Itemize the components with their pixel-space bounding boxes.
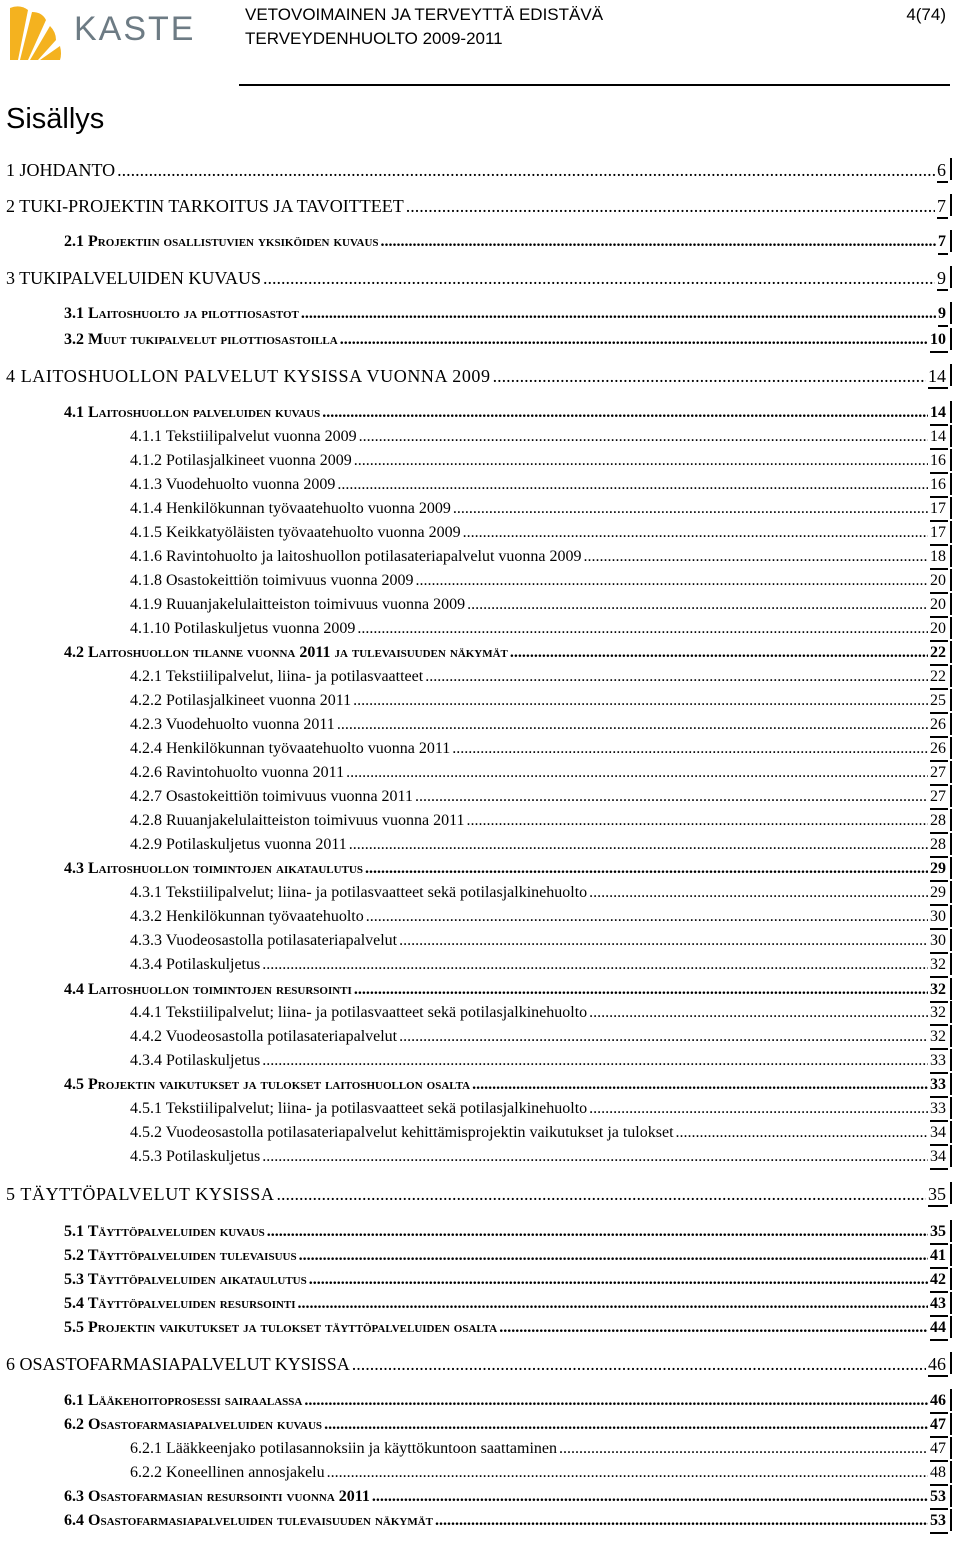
- toc-entry-label: 3 TUKIPALVELUIDEN KUVAUS: [6, 268, 262, 288]
- dot-leader: [337, 715, 928, 735]
- toc-entry-label: 4.3.2 Henkilökunnan työvaatehuolto: [130, 908, 364, 925]
- toc-entry[interactable]: [0, 160, 960, 180]
- toc-entry-page: 14: [930, 428, 946, 445]
- toc-entry[interactable]: [0, 1270, 960, 1290]
- toc-entry-label: 4.4 Laitoshuollon toimintojen resursointi: [64, 981, 352, 998]
- change-bar: [950, 1025, 952, 1047]
- toc-entry[interactable]: [0, 1222, 960, 1242]
- dot-leader: [263, 268, 935, 288]
- toc-entry-page: 6: [937, 160, 946, 180]
- dot-leader: [354, 980, 928, 1000]
- change-bar: [950, 713, 952, 735]
- change-bar: [950, 545, 952, 567]
- toc-entry-label: 4.2.3 Vuodehuolto vuonna 2011: [130, 716, 335, 733]
- change-bar: [950, 1073, 952, 1095]
- toc-entry-page: 35: [930, 1223, 946, 1240]
- toc-entry-label: 4.5.3 Potilaskuljetus: [130, 1148, 261, 1165]
- toc-entry-page: 47: [930, 1440, 946, 1457]
- toc-entry-page: 35: [928, 1184, 946, 1204]
- dot-leader: [267, 1222, 928, 1242]
- change-bar: [950, 158, 952, 180]
- toc-entry-label: 4.4.2 Vuodeosastolla potilasateriapalvelut: [130, 1028, 398, 1045]
- toc-entry-page: 43: [930, 1295, 946, 1312]
- toc-entry[interactable]: [0, 1439, 960, 1459]
- toc-entry-page: 25: [930, 692, 946, 709]
- toc-entry-label: 4.2.7 Osastokeittiön toimivuus vuonna 2011: [130, 788, 413, 805]
- toc-entry-label: 4.3.4 Potilaskuljetus: [130, 956, 261, 973]
- change-bar: [950, 497, 952, 519]
- toc-entry[interactable]: [0, 859, 960, 879]
- change-bar: [950, 1182, 952, 1204]
- toc-entry-label: 2 TUKI-PROJEKTIN TARKOITUS JA TAVOITTEET: [6, 196, 404, 216]
- toc-entry[interactable]: [0, 403, 960, 423]
- dot-leader: [435, 1511, 928, 1531]
- dot-leader: [357, 619, 928, 639]
- toc-entry-label: 4.1.2 Potilasjalkineet vuonna 2009: [130, 452, 352, 469]
- toc-entry-label: 2.1 Projektiin osallistuvien yksiköiden kuvaus: [64, 233, 379, 250]
- toc-entry-label: 1 JOHDANTO: [6, 160, 116, 180]
- toc-entry-page: 42: [930, 1271, 946, 1288]
- dot-leader: [493, 366, 926, 386]
- toc-entry-label: 4.2.2 Potilasjalkineet vuonna 2011: [130, 692, 352, 709]
- toc-entry-label: 4.1.8 Osastokeittiön toimivuus vuonna 2009: [130, 572, 414, 589]
- toc-entry-label: 4.3.1 Tekstiilipalvelut; liina- ja potilasvaatteet sekä potilasjalkinehuolto: [130, 884, 588, 901]
- toc-entry[interactable]: [0, 763, 960, 783]
- toc-entry-label: 6.1 Lääkehoitoprosessi sairaalassa: [64, 1392, 303, 1409]
- dot-leader: [327, 1463, 928, 1483]
- toc-entry-page: 53: [930, 1512, 946, 1529]
- dot-leader: [416, 571, 928, 591]
- toc-entry[interactable]: [0, 835, 960, 855]
- toc-entry[interactable]: [0, 811, 960, 831]
- toc-entry[interactable]: [0, 1463, 960, 1483]
- change-bar: [950, 473, 952, 495]
- toc-entry-page: 44: [930, 1319, 946, 1336]
- change-bar: [950, 328, 952, 350]
- dot-leader: [349, 835, 928, 855]
- toc-entry[interactable]: [0, 619, 960, 639]
- toc-entry[interactable]: [0, 366, 960, 386]
- change-bar: [950, 809, 952, 831]
- change-bar: [950, 1461, 952, 1483]
- change-bar: [950, 881, 952, 903]
- toc-entry[interactable]: [0, 931, 960, 951]
- change-bar: [950, 364, 952, 386]
- toc-entry[interactable]: [0, 787, 960, 807]
- dot-leader: [453, 499, 928, 519]
- toc-entry-page: 30: [930, 932, 946, 949]
- toc-entry-page: 32: [930, 1028, 946, 1045]
- dot-leader: [415, 787, 928, 807]
- toc-entry-label: 6.4 Osastofarmasiapalveluiden tulevaisuuden näkymät: [64, 1512, 434, 1529]
- toc-entry-page: 28: [930, 812, 946, 829]
- toc-entry-label: 4.1.10 Potilaskuljetus vuonna 2009: [130, 620, 356, 637]
- toc-entry-label: 4.2.8 Ruuanjakelulaitteiston toimivuus vuonna 2011: [130, 812, 465, 829]
- toc-entry-page: 14: [928, 366, 946, 386]
- toc-entry-page: 34: [930, 1148, 946, 1165]
- dot-leader: [262, 1147, 928, 1167]
- page-number: 4(74): [906, 5, 946, 24]
- toc-entry-label: 5.4 Täyttöpalveluiden resursointi: [64, 1295, 296, 1312]
- change-bar: [950, 230, 952, 252]
- toc-entry-label: 4.2.9 Potilaskuljetus vuonna 2011: [130, 836, 347, 853]
- change-bar: [950, 1316, 952, 1338]
- toc-entry[interactable]: [0, 499, 960, 519]
- change-bar: [950, 641, 952, 663]
- dot-leader: [352, 1354, 926, 1374]
- change-bar: [950, 1413, 952, 1435]
- toc-entry[interactable]: [0, 980, 960, 1000]
- toc-entry-label: 6.2 Osastofarmasiapalveluiden kuvaus: [64, 1416, 323, 1433]
- toc-entry-page: 10: [930, 331, 946, 348]
- change-bar: [950, 194, 952, 216]
- toc-entry-label: 4 LAITOSHUOLLON PALVELUT KYSISSA VUONNA 2009: [6, 366, 491, 386]
- toc-entry[interactable]: [0, 1318, 960, 1338]
- toc-entry-page: 33: [930, 1100, 946, 1117]
- change-bar: [950, 1437, 952, 1459]
- dot-leader: [353, 691, 928, 711]
- change-bar: [950, 521, 952, 543]
- change-bar: [950, 1001, 952, 1023]
- toc-entry[interactable]: [0, 1415, 960, 1435]
- dot-leader: [322, 403, 928, 423]
- dot-leader: [381, 232, 936, 252]
- toc-entry-page: 7: [938, 233, 946, 250]
- toc-entry[interactable]: [0, 475, 960, 495]
- change-bar: [950, 593, 952, 615]
- toc-entry-label: 4.2.1 Tekstiilipalvelut, liina- ja potilasvaatteet: [130, 668, 424, 685]
- toc-entry[interactable]: [0, 547, 960, 567]
- toc-entry-page: 33: [930, 1052, 946, 1069]
- toc-entry-label: 5.1 Täyttöpalveluiden kuvaus: [64, 1223, 265, 1240]
- toc-entry-label: 4.1.5 Keikkatyöläisten työvaatehuolto vuonna 2009: [130, 524, 461, 541]
- toc-entry-page: 16: [930, 476, 946, 493]
- change-bar: [950, 665, 952, 687]
- toc-entry-page: 30: [930, 908, 946, 925]
- change-bar: [950, 1509, 952, 1531]
- toc-entry-label: 6 OSASTOFARMASIAPALVELUT KYSISSA: [6, 1354, 350, 1374]
- toc-entry[interactable]: [0, 1123, 960, 1143]
- toc-entry[interactable]: [0, 715, 960, 735]
- dot-leader: [337, 475, 928, 495]
- toc-entry-label: 4.1.4 Henkilökunnan työvaatehuolto vuonna 2009: [130, 500, 451, 517]
- toc-entry-label: 3.2 Muut tukipalvelut pilottiosastoilla: [64, 331, 338, 348]
- toc-entry-page: 14: [930, 404, 946, 421]
- toc-entry-label: 6.2.2 Koneellinen annosjakelu: [130, 1464, 325, 1481]
- toc-entry-label: 4.3.4 Potilaskuljetus: [130, 1052, 261, 1069]
- change-bar: [950, 978, 952, 1000]
- change-bar: [950, 1352, 952, 1374]
- toc-entry-page: 9: [938, 305, 946, 322]
- toc-entry-page: 33: [930, 1076, 946, 1093]
- toc-entry-label: 3.1 Laitoshuolto ja pilottiosastot: [64, 305, 299, 322]
- dot-leader: [399, 931, 928, 951]
- toc-entry-page: 46: [928, 1354, 946, 1374]
- toc-entry[interactable]: [0, 691, 960, 711]
- toc-entry-label: 5.5 Projektin vaikutukset ja tulokset täyttöpalveluiden osalta: [64, 1319, 498, 1336]
- change-bar: [950, 1485, 952, 1507]
- dot-leader: [472, 1075, 928, 1095]
- dot-leader: [262, 1051, 928, 1071]
- toc-entry-page: 47: [930, 1416, 946, 1433]
- toc-entry[interactable]: [0, 304, 960, 324]
- change-bar: [950, 761, 952, 783]
- toc-entry-page: 16: [930, 452, 946, 469]
- toc-entry-label: 4.1 Laitoshuollon palveluiden kuvaus: [64, 404, 321, 421]
- toc-entry-page: 9: [937, 268, 946, 288]
- toc-entry-label: 4.2.6 Ravintohuolto vuonna 2011: [130, 764, 345, 781]
- toc-entry-label: 4.2.4 Henkilökunnan työvaatehuolto vuonna 2011: [130, 740, 451, 757]
- change-bar: [950, 302, 952, 324]
- dot-leader: [365, 859, 928, 879]
- toc-entry-page: 29: [930, 884, 946, 901]
- toc-entry-page: 27: [930, 764, 946, 781]
- dot-leader: [589, 883, 928, 903]
- dot-leader: [406, 196, 935, 216]
- toc-entry-page: 26: [930, 716, 946, 733]
- dot-leader: [452, 739, 928, 759]
- toc-entry[interactable]: [0, 667, 960, 687]
- dot-leader: [298, 1294, 928, 1314]
- dot-leader: [262, 955, 928, 975]
- dot-leader: [589, 1099, 928, 1119]
- toc-entry[interactable]: [0, 739, 960, 759]
- dot-leader: [499, 1318, 928, 1338]
- toc-entry-label: 4.5 Projektin vaikutukset ja tulokset laitoshuollon osalta: [64, 1076, 471, 1093]
- toc-entry[interactable]: [0, 907, 960, 927]
- toc-entry-page: 48: [930, 1464, 946, 1481]
- toc-entry-label: 4.1.9 Ruuanjakelulaitteiston toimivuus vuonna 2009: [130, 596, 466, 613]
- toc-entry-page: 27: [930, 788, 946, 805]
- toc-entry-page: 20: [930, 572, 946, 589]
- toc-entry-label: 4.1.3 Vuodehuolto vuonna 2009: [130, 476, 336, 493]
- toc-entry[interactable]: [0, 232, 960, 252]
- toc-entry-label: 4.3.3 Vuodeosastolla potilasateriapalvelut: [130, 932, 398, 949]
- toc-entry[interactable]: [0, 330, 960, 350]
- change-bar: [950, 953, 952, 975]
- toc-entry[interactable]: [0, 1354, 960, 1374]
- toc-entry-page: 32: [930, 956, 946, 973]
- toc-entry[interactable]: [0, 1027, 960, 1047]
- dot-leader: [466, 811, 928, 831]
- change-bar: [950, 266, 952, 288]
- toc-entry-label: 4.3 Laitoshuollon toimintojen aikataulutus: [64, 860, 363, 877]
- dot-leader: [589, 1003, 928, 1023]
- toc-entry-label: 5 TÄYTTÖPALVELUT KYSISSA: [6, 1184, 275, 1204]
- change-bar: [950, 569, 952, 591]
- change-bar: [950, 1145, 952, 1167]
- toc-entry-label: 4.4.1 Tekstiilipalvelut; liina- ja potilasvaatteet sekä potilasjalkinehuolto: [130, 1004, 588, 1021]
- toc-entry-label: 4.5.2 Vuodeosastolla potilasateriapalvelut kehittämisprojektin vaikutukset ja tulokset: [130, 1124, 674, 1141]
- change-bar: [950, 689, 952, 711]
- toc-entry-label: 4.2 Laitoshuollon tilanne vuonna 2011 ja tulevaisuuden näkymät: [64, 644, 508, 661]
- dot-leader: [372, 1487, 928, 1507]
- dot-leader: [510, 643, 928, 663]
- change-bar: [950, 785, 952, 807]
- toc-entry-label: 4.1.6 Ravintohuolto ja laitoshuollon potilasateriapalvelut vuonna 2009: [130, 548, 582, 565]
- toc-entry-label: 6.3 Osastofarmasian resursointi vuonna 2011: [64, 1488, 370, 1505]
- dot-leader: [304, 1391, 928, 1411]
- change-bar: [950, 449, 952, 471]
- change-bar: [950, 833, 952, 855]
- toc-entry[interactable]: [0, 523, 960, 543]
- toc-entry[interactable]: [0, 268, 960, 288]
- toc-entry-page: 28: [930, 836, 946, 853]
- dot-leader: [309, 1270, 928, 1290]
- dot-leader: [676, 1123, 928, 1143]
- dot-leader: [425, 667, 928, 687]
- change-bar: [950, 425, 952, 447]
- toc-entry[interactable]: [0, 1511, 960, 1531]
- toc-entry[interactable]: [0, 451, 960, 471]
- change-bar: [950, 1049, 952, 1071]
- toc-entry-page: 34: [930, 1124, 946, 1141]
- toc-entry[interactable]: [0, 427, 960, 447]
- change-bar: [950, 1268, 952, 1290]
- change-bar: [950, 1121, 952, 1143]
- toc-entry[interactable]: [0, 1051, 960, 1071]
- toc-entry[interactable]: [0, 196, 960, 216]
- toc-entry-page: 41: [930, 1247, 946, 1264]
- dot-leader: [340, 330, 928, 350]
- toc-entry[interactable]: [0, 595, 960, 615]
- toc-entry-page: 20: [930, 596, 946, 613]
- svg-text:KASTE: KASTE: [74, 10, 196, 48]
- change-bar: [950, 1097, 952, 1119]
- toc-entry-label: 4.1.1 Tekstiilipalvelut vuonna 2009: [130, 428, 357, 445]
- dot-leader: [463, 523, 928, 543]
- toc-entry[interactable]: [0, 1487, 960, 1507]
- toc-entry[interactable]: [0, 1391, 960, 1411]
- toc-entry[interactable]: [0, 883, 960, 903]
- toc-entry-label: 4.5.1 Tekstiilipalvelut; liina- ja potilasvaatteet sekä potilasjalkinehuolto: [130, 1100, 588, 1117]
- change-bar: [950, 401, 952, 423]
- change-bar: [950, 929, 952, 951]
- dot-leader: [346, 763, 928, 783]
- dot-leader: [467, 595, 928, 615]
- toc-entry-label: 5.2 Täyttöpalveluiden tulevaisuus: [64, 1247, 297, 1264]
- toc-entry[interactable]: [0, 1099, 960, 1119]
- dot-leader: [276, 1184, 926, 1204]
- dot-leader: [583, 547, 928, 567]
- toc-title: Sisällys: [6, 103, 105, 135]
- dot-leader: [299, 1246, 928, 1266]
- dot-leader: [324, 1415, 928, 1435]
- toc-entry-page: 20: [930, 620, 946, 637]
- toc-entry-page: 22: [930, 644, 946, 661]
- change-bar: [950, 905, 952, 927]
- change-bar: [950, 1292, 952, 1314]
- change-bar: [950, 737, 952, 759]
- toc-entry-page: 32: [930, 981, 946, 998]
- change-bar: [950, 1244, 952, 1266]
- change-bar: [950, 857, 952, 879]
- toc-entry[interactable]: [0, 1075, 960, 1095]
- toc-entry-page: 7: [937, 196, 946, 216]
- header-title-line2: TERVEYDENHUOLTO 2009-2011: [245, 29, 503, 48]
- toc-entry-page: 26: [930, 740, 946, 757]
- change-bar: [950, 617, 952, 639]
- dot-leader: [559, 1439, 928, 1459]
- dot-leader: [366, 907, 928, 927]
- toc-entry[interactable]: [0, 1246, 960, 1266]
- change-bar: [950, 1220, 952, 1242]
- toc-entry[interactable]: [0, 1147, 960, 1167]
- dot-leader: [301, 304, 936, 324]
- toc-entry[interactable]: [0, 955, 960, 975]
- toc-entry-page: 18: [930, 548, 946, 565]
- toc-entry-page: 17: [930, 500, 946, 517]
- toc-entry-page: 29: [930, 860, 946, 877]
- dot-leader: [399, 1027, 928, 1047]
- toc-entry-page: 17: [930, 524, 946, 541]
- toc-entry-label: 5.3 Täyttöpalveluiden aikataulutus: [64, 1271, 307, 1288]
- toc-entry-page: 22: [930, 668, 946, 685]
- dot-leader: [354, 451, 928, 471]
- toc-entry[interactable]: [0, 1294, 960, 1314]
- toc-entry[interactable]: [0, 1184, 960, 1204]
- toc-entry-page: 46: [930, 1392, 946, 1409]
- dot-leader: [117, 160, 935, 180]
- header-title-line1: VETOVOIMAINEN JA TERVEYTTÄ EDISTÄVÄ: [245, 5, 604, 24]
- toc-entry-page: 53: [930, 1488, 946, 1505]
- toc-entry[interactable]: [0, 643, 960, 663]
- toc-entry[interactable]: [0, 571, 960, 591]
- toc-entry[interactable]: [0, 1003, 960, 1023]
- change-bar: [950, 1389, 952, 1411]
- toc-entry-page: 32: [930, 1004, 946, 1021]
- dot-leader: [359, 427, 928, 447]
- toc-entry-label: 6.2.1 Lääkkeenjako potilasannoksiin ja käyttökuntoon saattaminen: [130, 1440, 558, 1457]
